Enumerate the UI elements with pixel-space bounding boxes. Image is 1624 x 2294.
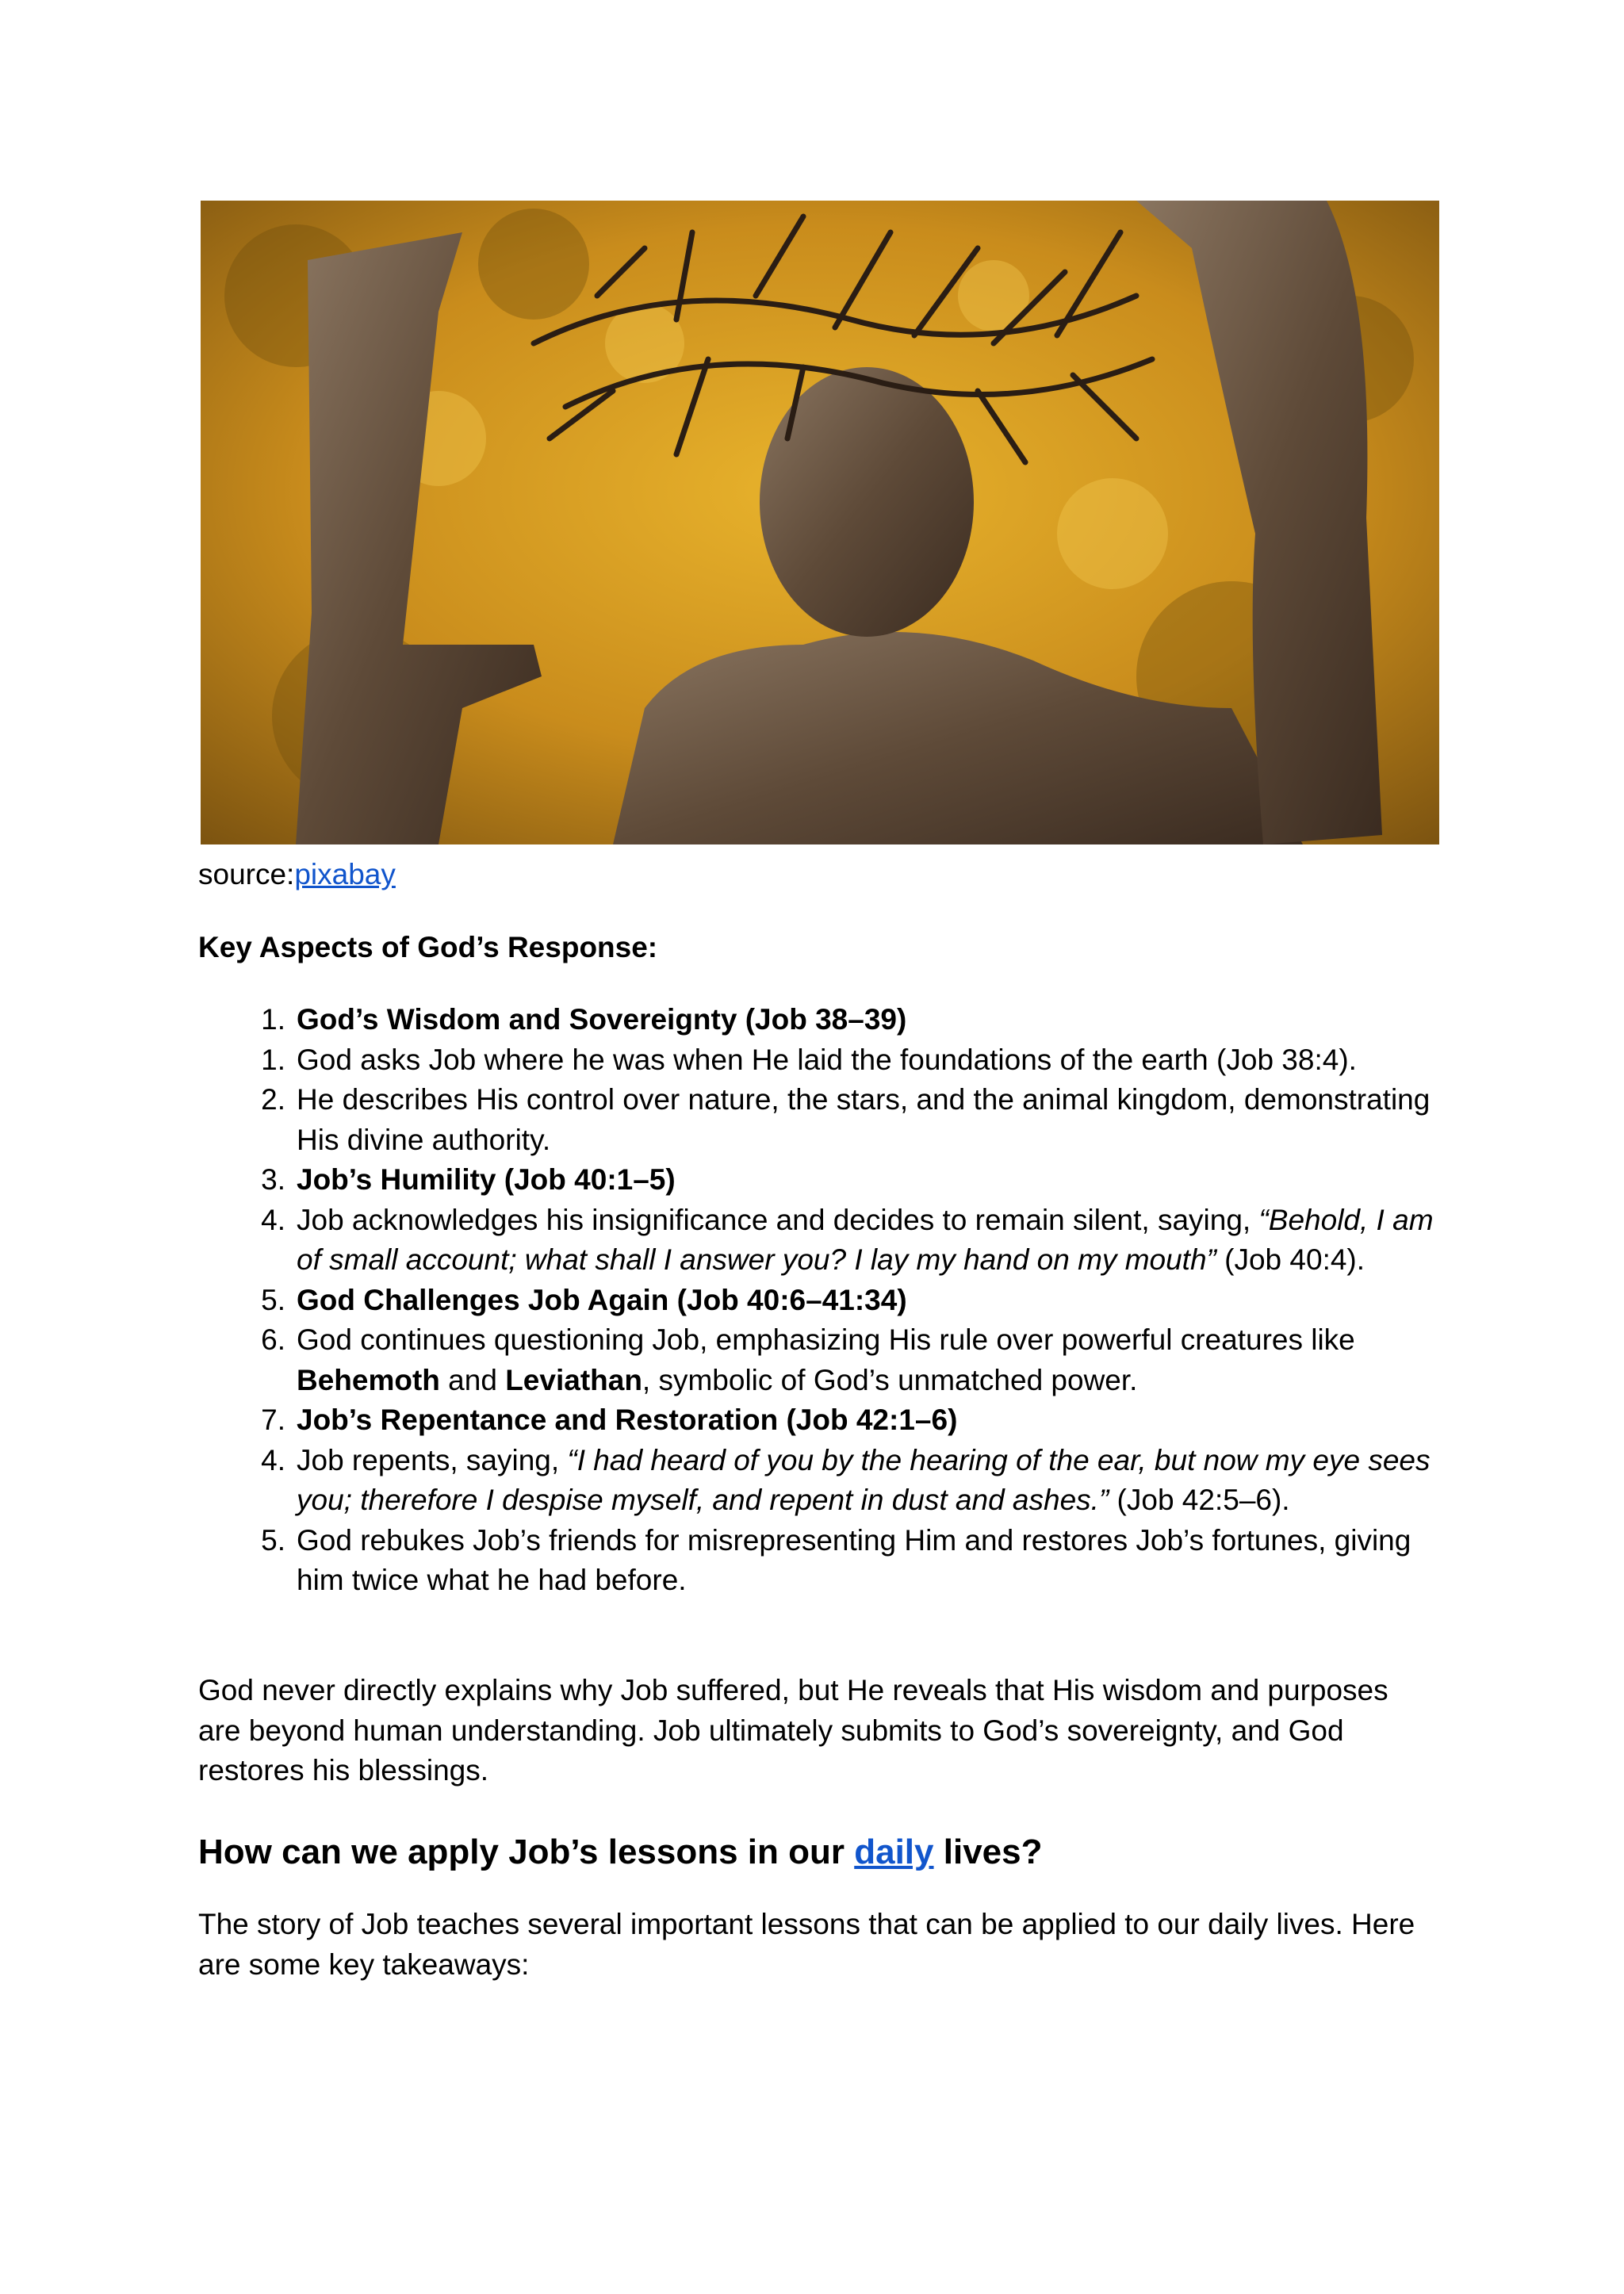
key-aspects-list <box>198 1000 1435 1601</box>
statue-photo <box>201 201 1439 844</box>
list-item: 1 . God asks Job where he was when He laid the foundations of the earth (Job 38:4). <box>198 1040 1435 1081</box>
list-item: 3 . Job’s Humility (Job 40:1–5) <box>198 1160 1435 1201</box>
caption-prefix: source: <box>198 858 295 890</box>
list-item: 4 . Job repents, saying, “I had heard of you by the hearing of the ear, but now my eye sees you; therefore I despise myself, and repent in dust and ashes.” (Job 42:5–6). <box>198 1441 1435 1521</box>
statue-photo-illustration <box>201 201 1439 844</box>
list-item: 5 . God Challenges Job Again (Job 40:6–41:34) <box>198 1281 1435 1321</box>
list-item: 1 . God’s Wisdom and Sovereignty (Job 38–39) <box>198 1000 1435 1040</box>
list-item: 7 . Job’s Repentance and Restoration (Job 42:1–6) <box>198 1400 1435 1441</box>
list-item: 2 . He describes His control over nature, the stars, and the animal kingdom, demonstrating His divine authority. <box>198 1080 1435 1160</box>
image-caption <box>198 855 396 894</box>
section-heading: How can we apply Job’s lessons in our daily lives? <box>198 1833 1043 1871</box>
list-item: 5 . God rebukes Job’s friends for misrepresenting Him and restores Job’s fortunes, giving him twice what he had before. <box>198 1521 1435 1601</box>
pixabay-link[interactable]: pixabay <box>294 858 396 890</box>
summary-paragraph: God never directly explains why Job suffered, but He reveals that His wisdom and purposes are beyond human understanding. Job ultimately submits to God’s sovereignty, and God restores his blessings. <box>198 1674 1388 1787</box>
intro-paragraph: The story of Job teaches several important lessons that can be applied to our daily lives. Here are some key takeaways: <box>198 1908 1415 1981</box>
list-item: 4 . Job acknowledges his insignificance and decides to remain silent, saying, “Behold, I am of small account; what shall I answer you? I lay my hand on my mouth” (Job 40:4). <box>198 1201 1435 1281</box>
list-item: 6 . God continues questioning Job, emphasizing His rule over powerful creatures like Behemoth and Leviathan, symbolic of God’s unmatched power. <box>198 1320 1435 1400</box>
key-aspects-heading: Key Aspects of God’s Response: <box>198 931 658 963</box>
daily-link[interactable]: daily <box>854 1833 934 1871</box>
